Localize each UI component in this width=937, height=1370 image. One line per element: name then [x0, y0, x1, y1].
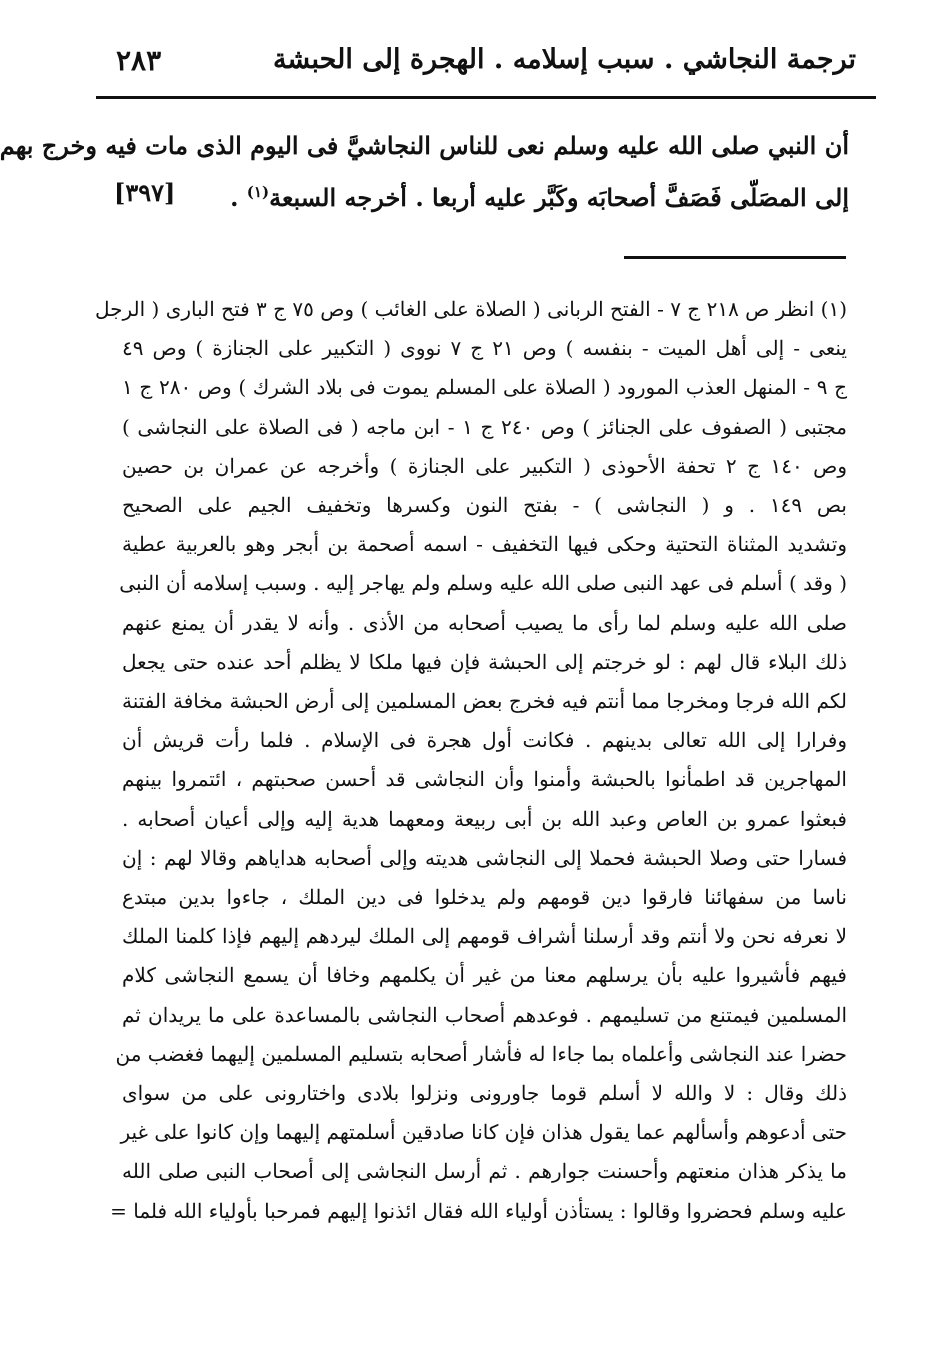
footnote-line: وتشديد المثناة التحتية وحكى فيها التخفيف - اسمه أصحمة بن أبجر وهو بالعربية عطية	[122, 532, 847, 557]
running-header	[96, 38, 876, 96]
footnote-line: وص ١٤٠ ج ٢ تحفة الأحوذى ( التكبير على الجنازة ) وأخرجه عن عمران بن حصين	[122, 453, 847, 478]
main-line: أن النبي صلى الله عليه وسلم نعى للناس النجاشيَّ فى اليوم الذى مات فيه وخرج بهم	[0, 131, 849, 160]
footnote-rule	[624, 256, 846, 259]
footnote-line: ذلك وقال : لا والله لا أسلم قوما جاورونى ونزلوا بلادى واختارونى على من سواى	[122, 1081, 847, 1106]
footnote-line: حتى أدعوهم وأسألهم عما يقول هذان فإن كانا صادقين أسلمتهم إليهما وإن كانوا على غير	[120, 1120, 847, 1145]
main-text	[0, 122, 849, 216]
footnote-line: ناسا من سفهائنا فارقوا دين قومهم ولم يدخلوا فى دين الملك ، جاءوا بدين مبتدع	[122, 885, 847, 910]
header-title: ترجمة النجاشي . سبب إسلامه . الهجرة إلى الحبشة	[272, 44, 856, 75]
footnote-line: عليه وسلم فحضروا وقالوا : يستأذن أولياء الله فقال ائذنوا إليهم فمرحبا بأولياء الله فلما =	[110, 1198, 847, 1223]
page-number: ٢٨٣	[116, 44, 162, 77]
footnote-line: ينعى - إلى أهل الميت - بنفسه ) وص ٢١ ج ٧ نووى ( التكبير على الجنازة ) وص ٤٩	[122, 336, 847, 361]
footnote-line: بص ١٤٩ . و ( النجاشى ) - بفتح النون وكسرها وتخفيف الجيم على الصحيح	[122, 493, 847, 518]
footnotes	[95, 290, 848, 1231]
footnote-line: صلى الله عليه وسلم لما رأى ما يصيب أصحابه من الأذى . وأنه لا يقدر أن يمنع عنهم	[122, 610, 847, 635]
footnote-line: المهاجرين قد اطمأنوا بالحبشة وأمنوا وأن النجاشى قد أحسن صحبتهم ، ائتمروا بينهم	[122, 767, 847, 792]
footnote-line: وفرارا إلى الله تعالى بدينهم . فكانت أول هجرة فى الإسلام . فلما رأت قريش أن	[122, 728, 847, 753]
footnote-line: (١) انظر ص ٢١٨ ج ٧ - الفتح الربانى ( الصلاة على الغائب ) وص ٧٥ ج ٣ فتح البارى ( الرجل	[95, 297, 847, 321]
footnote-line: ج ٩ - المنهل العذب المورود ( الصلاة على المسلم يموت فى بلاد الشرك ) وص ٢٨٠ ج ١	[122, 375, 848, 400]
footnote-line: فيهم فأشيروا عليه بأن يرسلهم معنا من غير أن يكلمهم وخافا أن يسمع النجاشى كلام	[122, 963, 847, 988]
footnote-line: مجتبى ( الصفوف على الجنائز ) وص ٢٤٠ ج ١ - ابن ماجه ( فى الصلاة على النجاشى )	[122, 414, 847, 439]
footnote-line: ذلك البلاء قال لهم : لو خرجتم إلى الحبشة فإن فيها ملكا لا يظلم أحد عنده حتى يجعل	[122, 649, 847, 674]
footnote-line: لكم الله فرجا ومخرجا مما أنتم فيه فخرج بعض المسلمين إلى أرض الحبشة مخافة الفتنة	[122, 689, 847, 714]
footnote-line: حضرا عند النجاشى وأعلماه بما جاءا له فأشار أصحابه بتسليم المسلمين إليهما فغضب من	[115, 1041, 847, 1066]
header-rule	[96, 96, 876, 99]
end-mark: .	[230, 183, 247, 212]
main-line-last	[114, 169, 849, 216]
hadith-number: [٣٩٧]	[114, 178, 176, 207]
main-line: إلى المصَلّى فَصَفَّ أصحابَه وكَبَّر عليه أربعا . أخرجه السبعة	[269, 183, 849, 212]
footnote-reference: (١)	[246, 183, 270, 201]
footnote-line: فسارا حتى وصلا الحبشة فحملا إلى النجاشى هديته وإلى أصحابه هداياهم وقالا لهم : إن	[122, 845, 847, 870]
footnote-line: فبعثوا عمرو بن العاص وعبد الله بن أبى ربيعة ومعهما هدية إليه وإلى أعيان أصحابه .	[122, 806, 847, 831]
footnote-line: ما يذكر هذان منعتهم وأحسنت جوارهم . ثم أرسل النجاشى إلى أصحاب النبى صلى الله	[122, 1159, 847, 1184]
footnote-line: ( وقد ) أسلم فى عهد النبى صلى الله عليه وسلم ولم يهاجر إليه . وسبب إسلامه أن النبى	[119, 571, 847, 596]
main-line-last-text	[230, 169, 849, 221]
footnote-line: المسلمين فيمتنع من تسليمهم . فوعدهم أصحاب النجاشى بالمساعدة على ما يريدان ثم	[122, 1002, 847, 1027]
footnote-line: لا نعرفه نحن ولا أنتم وقد أرسلنا أشراف قومهم إلى الملك ليردهم إليهم فإذا كلمنا الملك	[122, 924, 847, 949]
